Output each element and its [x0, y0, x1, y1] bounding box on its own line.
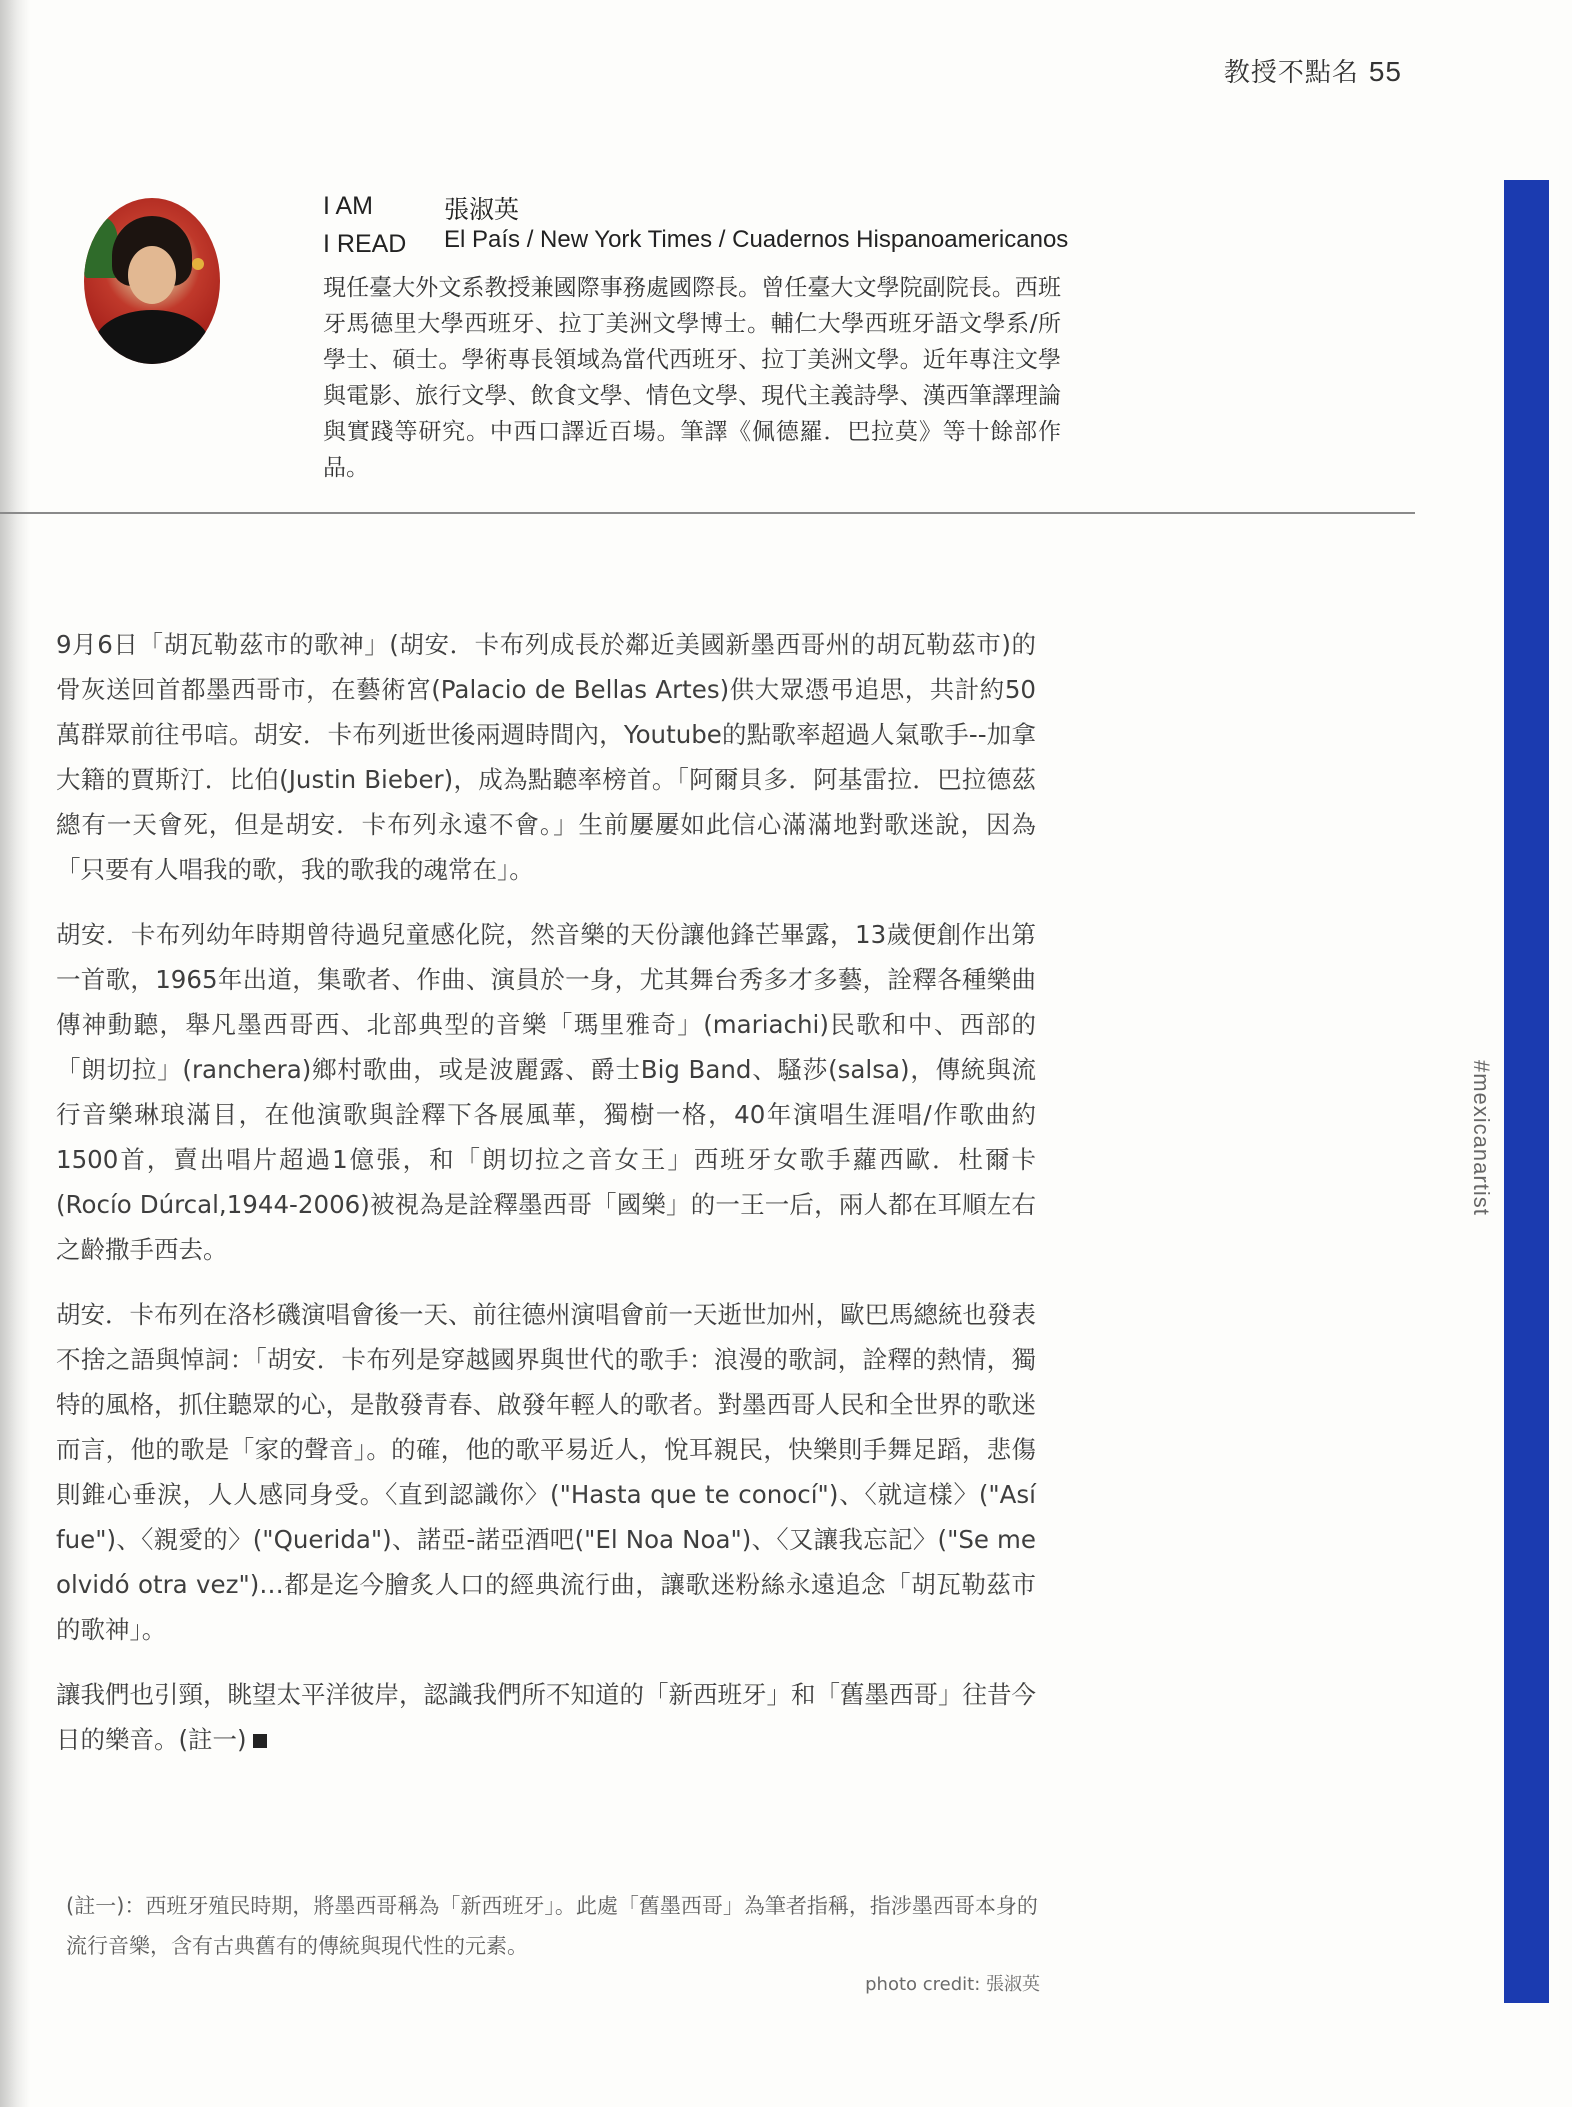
hashtag-label: #mexicanartist: [1469, 1060, 1494, 1216]
reading-list: El País / New York Times / Cuadernos Hispanoamericanos: [444, 226, 1069, 253]
article-paragraph: 胡安．卡布列在洛杉磯演唱會後一天、前往德州演唱會前一天逝世加州，歐巴馬總統也發表不捨之語與悼詞：「胡安．卡布列是穿越國界與世代的歌手：浪漫的歌詞，詮釋的熱情，獨特的風格，抓住聽眾的心，是散發青春、啟發年輕人的歌者。對墨西哥人民和全世界的歌迷而言，他的歌是「家的聲音」。的確，他的歌平易近人，悅耳親民，快樂則手舞足蹈，悲傷則錐心垂淚，人人感同身受。〈直到認識你〉("Hasta que te conocí")、〈就這樣〉("Así fue")、〈親愛的〉("Querida")、諾亞-諾亞酒吧("El Noa Noa")、〈又讓我忘記〉("Se me olvidó otra vez")…都是迄今膾炙人口的經典流行曲，讓歌迷粉絲永遠追念「胡瓦勒茲市的歌神」。: [56, 1300, 1036, 1644]
iread-label: I READ: [323, 230, 407, 258]
author-bio: 現任臺大外文系教授兼國際事務處國際長。曾任臺大文學院副院長。西班牙馬德里大學西班牙、拉丁美洲文學博士。輔仁大學西班牙語文學系/所學士、碩士。學術專長領域為當代西班牙、拉丁美洲文學。近年專注文學與電影、旅行文學、飲食文學、情色文學、現代主義詩學、漢西筆譯理論與實踐等研究。中西口譯近百場。筆譯《佩德羅．巴拉莫》等十餘部作品。: [323, 275, 1061, 481]
article-paragraph-text: 讓我們也引頸，眺望太平洋彼岸，認識我們所不知道的「新西班牙」和「舊墨西哥」往昔今日的樂音。(註一): [56, 1680, 1036, 1754]
article-body: [56, 622, 1036, 1782]
face-shape: [128, 246, 176, 304]
end-mark-icon: [253, 1734, 267, 1748]
author-photo: [84, 198, 220, 364]
article-paragraph: 胡安．卡布列幼年時期曾待過兒童感化院，然音樂的天份讓他鋒芒畢露，13歲便創作出第一首歌，1965年出道，集歌者、作曲、演員於一身，尤其舞台秀多才多藝，詮釋各種樂曲傳神動聽，舉凡墨西哥西、北部典型的音樂「瑪里雅奇」(mariachi)民歌和中、西部的「朗切拉」(ranchera)鄉村歌曲，或是波麗露、爵士Big Band、騷莎(salsa)，傳統與流行音樂琳琅滿目，在他演歌與詮釋下各展風華，獨樹一格，40年演唱生涯唱/作歌曲約1500首，賣出唱片超過1億張，和「朗切拉之音女王」西班牙女歌手蘿西歐．杜爾卡(Rocío Dúrcal,1944-2006)被視為是詮釋墨西哥「國樂」的一王一后，兩人都在耳順左右之齡撒手西去。: [56, 920, 1036, 1264]
page-header: [1224, 52, 1402, 89]
article-paragraph-last: [56, 1672, 1036, 1762]
section-title: 教授不點名: [1223, 58, 1359, 88]
section-divider: [0, 512, 1415, 514]
article-paragraph: 9月6日「胡瓦勒茲市的歌神」(胡安．卡布列成長於鄰近美國新墨西哥州的胡瓦勒茲市)的骨灰送回首都墨西哥市，在藝術宮(Palacio de Bellas Artes)供大眾憑弔追思，共計約50萬群眾前往弔唁。胡安．卡布列逝世後兩週時間內，Youtube的點歌率超過人氣歌手--加拿大籍的賈斯汀．比伯(Justin Bieber)，成為點聽率榜首。「阿爾貝多．阿基雷拉．巴拉德茲總有一天會死，但是胡安．卡布列永遠不會。」生前屢屢如此信心滿滿地對歌迷說，因為「只要有人唱我的歌，我的歌我的魂常在」。: [56, 630, 1036, 884]
footnote: (註一)：西班牙殖民時期，將墨西哥稱為「新西班牙」。此處「舊墨西哥」為筆者指稱，指涉墨西哥本身的流行音樂，含有古典舊有的傳統與現代性的元素。: [66, 1894, 1038, 1958]
accent-bar: [1504, 180, 1549, 2003]
page-gutter-shadow: [0, 0, 30, 2107]
shirt-shape: [94, 310, 210, 364]
author-name: 張淑英: [444, 195, 520, 224]
ornament-shape: [192, 258, 204, 270]
page-number: 55: [1368, 56, 1402, 87]
photo-credit: photo credit: 張淑英: [865, 1974, 1040, 1995]
iam-label: I AM: [323, 192, 374, 220]
